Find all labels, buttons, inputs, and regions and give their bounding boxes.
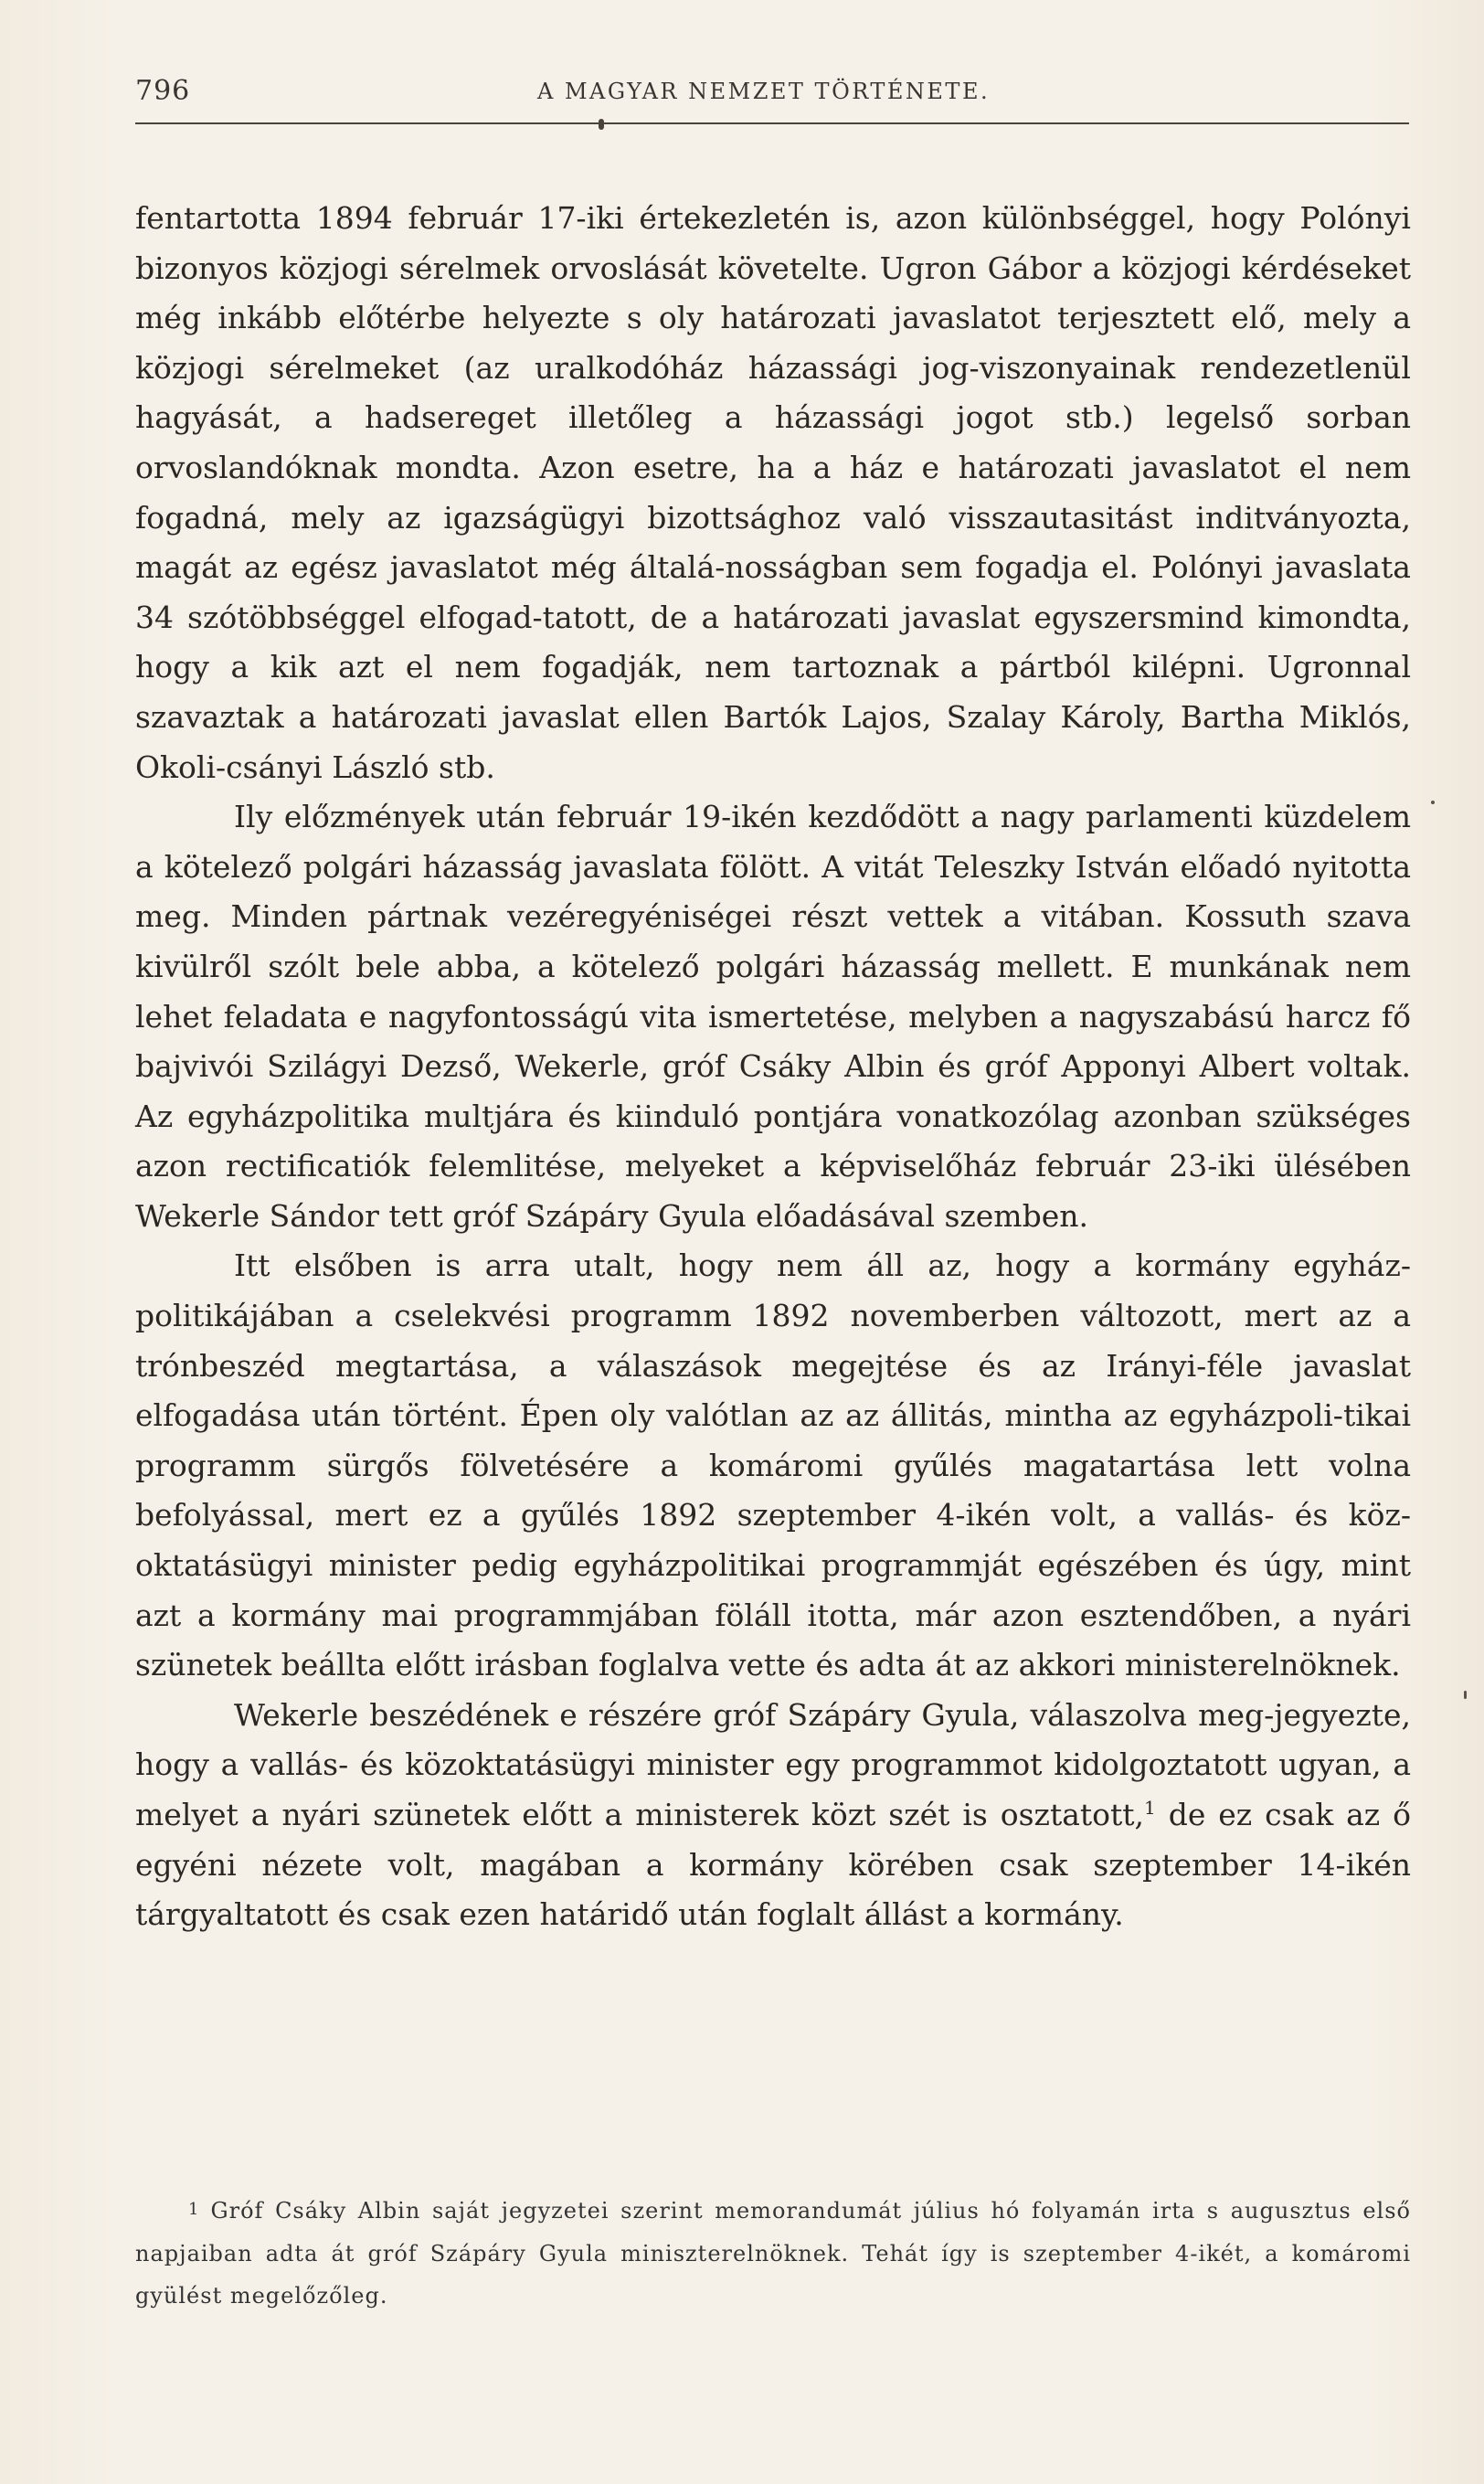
paragraph-4 <box>135 1691 1411 1940</box>
running-head: A MAGYAR NEMZET TÖRTÉNETE. <box>537 79 991 104</box>
footnote-text: Gróf Csáky Albin saját jegyzetei szerint memorandumát július hó folyamán irta s augusztus első napjaiban adta át gróf Szápáry Gyula miniszterelnöknek. Tehát így is szeptember 4-ikét, a komáromi gyülést megelőzőleg. <box>135 2198 1411 2309</box>
page-header <box>135 75 1409 111</box>
print-speck <box>1431 801 1435 804</box>
footnotes <box>135 2189 1411 2318</box>
footnote-mark: 1 <box>188 2200 200 2219</box>
header-rule-mark <box>599 119 604 130</box>
footnote-1 <box>135 2189 1411 2318</box>
print-speck <box>1464 1691 1467 1699</box>
paragraph-4-text-after: de ez csak az ő egyéni nézete volt, magában a kormány körében csak szeptember 14-ikén tárgyaltatott és csak ezen határidő után foglalt állást a kormány. <box>135 1797 1411 1933</box>
paragraph-2: Ily előzmények után február 19-ikén kezdődött a nagy parlamenti küzdelem a kötelező polgári házasság javaslata fölött. A vitát Teleszky István előadó nyitotta meg. Minden pártnak vezéregyéniségei részt vettek a vitában. Kossuth szava kivülről szólt bele abba, a kötelező polgári házasság mellett. E munkának nem lehet feladata e nagyfontosságú vita ismertetése, melyben a nagyszabású harcz fő bajvivói Szilágyi Dezső, Wekerle, gróf Csáky Albin és gróf Apponyi Albert voltak. Az egyházpolitika multjára és kiinduló pontjára vonatkozólag azonban szükséges azon rectificatiók felemlitése, melyeket a képviselőház február 23-iki ülésében Wekerle Sándor tett gróf Szápáry Gyula előadásával szemben. <box>135 799 1411 1234</box>
paragraph-1: fentartotta 1894 február 17-iki értekezletén is, azon különbséggel, hogy Polónyi bizonyos közjogi sérelmek orvoslását követelte. Ugron Gábor a közjogi kérdéseket még inkább előtérbe helyezte s oly határozati javaslatot terjesztett elő, mely a közjogi sérelmeket (az uralkodóház házassági jog-viszonyainak rendezetlenül hagyását, a hadsereget illetőleg a házassági jogot stb.) legelső sorban orvoslandóknak mondta. Azon esetre, ha a ház e határozati javaslatot el nem fogadná, mely az igazságügyi bizottsághoz való visszautasitást inditványozta, magát az egész javaslatot még általá-nosságban sem fogadja el. Polónyi javaslata 34 szótöbbséggel elfogad-tatott, de a határozati javaslat egyszersmind kimondta, hogy a kik azt el nem fogadják, nem tartoznak a pártból kilépni. Ugronnal szavaztak a határozati javaslat ellen Bartók Lajos, Szalay Károly, Bartha Miklós, Okoli-csányi László stb. <box>135 200 1411 785</box>
body-text <box>135 194 1411 1940</box>
paragraph-3: Itt elsőben is arra utalt, hogy nem áll az, hogy a kormány egyház-politikájában a cselekvési programm 1892 novemberben változott, mert az a trónbeszéd megtartása, a válaszások megejtése és az Irányi-féle javaslat elfogadása után történt. Épen oly valótlan az az állitás, mintha az egyházpoli-tikai programm sürgős fölvetésére a komáromi gyűlés magatartása lett volna befolyással, mert ez a gyűlés 1892 szeptember 4-ikén volt, a vallás- és köz-oktatásügyi minister pedig egyházpolitikai programmját egészében és úgy, mint azt a kormány mai programmjában föláll itotta, már azon esztendőben, a nyári szünetek beállta előtt irásban foglalva vette és adta át az akkori ministerelnöknek. <box>135 1247 1411 1683</box>
paragraph-4-text-before: Wekerle beszédének e részére gróf Szápáry Gyula, válaszolva meg-jegyezte, hogy a vallás- és közoktatásügyi minister egy programmot kidolgoztatott ugyan, a melyet a nyári szünetek előtt a ministerek közt szét is osztatott, <box>135 1696 1411 1832</box>
header-rule <box>135 122 1409 124</box>
page-number: 796 <box>135 75 191 107</box>
footnote-reference[interactable]: 1 <box>1144 1797 1156 1819</box>
